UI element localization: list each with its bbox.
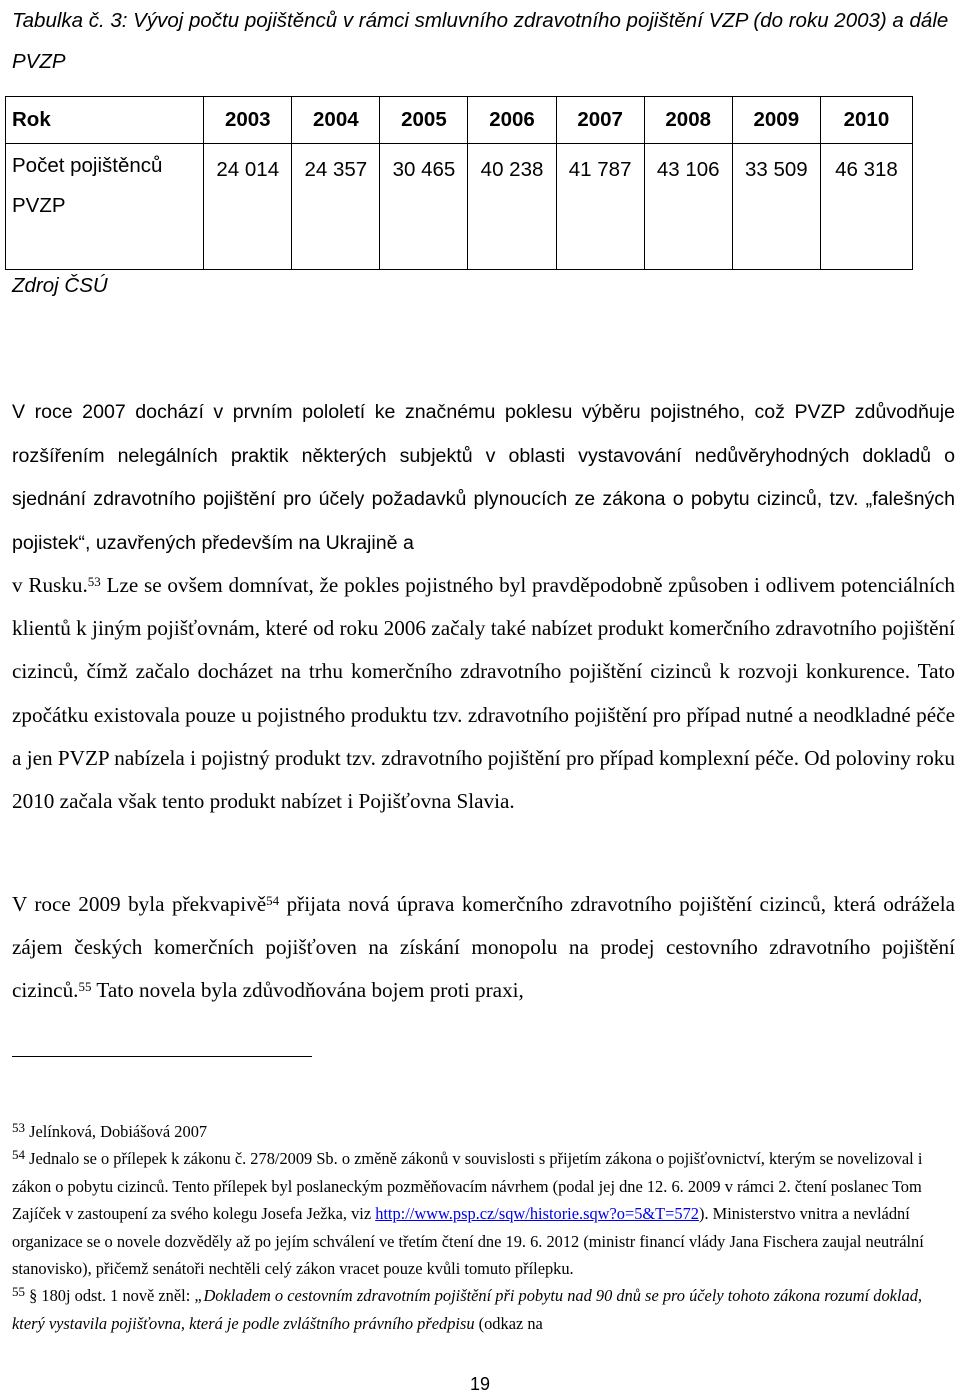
footnote-text: Jednalo se o přílepek k zákonu č. 278/2009 Sb. o změně zákonů v souvislosti s přijetím zákona o pojišťovnictví, kterým se novelizoval i zákon o pobytu cizinců. Tento přílepek byl poslaneckým pozměňovacím návrhem (podal jej dne 12. 6. 2009 v rámci 2. čtení poslanec Tom Zajíček v zastoupení za svého kolegu Josefa Ježka, viz (12, 1149, 923, 1224)
footnote-ref-54[interactable]: 54 (266, 893, 280, 908)
row-label-line1: Počet pojištěnců (12, 154, 163, 177)
insured-count-table (5, 96, 913, 270)
header-label: Rok (6, 97, 204, 144)
table-caption: Tabulka č. 3: Vývoj počtu pojištěnců v rámci smluvního zdravotního pojištění VZP (do roku 2003) a dále PVZP (12, 9, 949, 73)
value-cell: 24 357 (292, 144, 380, 270)
year-cell: 2008 (644, 97, 732, 144)
footnote-text: (odkaz na (474, 1313, 543, 1333)
paragraph-1-continuation (12, 564, 955, 823)
row-label-line2: PVZP (12, 194, 66, 217)
year-cell: 2004 (292, 97, 380, 144)
footnote-text: Jelínková, Dobiášová 2007 (25, 1122, 208, 1141)
value-cell: 33 509 (732, 144, 820, 270)
paragraph-2 (12, 883, 955, 1013)
page-number: 19 (469, 1374, 491, 1394)
paragraph-1-rest: Lze se ovšem domnívat, že pokles pojistného byl pravděpodobně způsoben i odlivem potenciálních klientů k jiným pojišťovnám, které od roku 2006 začaly také nabízet produkt komerčního zdravotního pojištění cizinců, čímž začalo docházet na trhu komerčního zdravotního pojištění cizinců k rozvoji konkurence. Tato zpočátku existovala pouze u pojistného produktu tzv. zdravotního pojištění pro případ nutné a neodkladné péče a jen PVZP nabízela i pojistný produkt tzv. zdravotního pojištění pro případ komplexní péče. Od poloviny roku 2010 začala však tento produkt nabízet i Pojišťovna Slavia. (12, 573, 955, 814)
table-value-row (6, 144, 913, 270)
paragraph-2-part3: Tato novela byla zdůvodňována bojem proti praxi, (91, 978, 524, 1003)
year-cell: 2006 (468, 97, 556, 144)
value-cell: 30 465 (380, 144, 468, 270)
footnote-number: 55 (12, 1284, 25, 1300)
year-cell: 2007 (556, 97, 644, 144)
footnotes (12, 1118, 942, 1337)
paragraph-2-part2: přijata nová úprava komerčního zdravotního pojištění cizinců, která odrážela zájem českých komerčních pojišťoven na získání monopolu na prodej cestovního zdravotního pojištění cizinců. (12, 892, 955, 1003)
year-cell: 2009 (732, 97, 820, 144)
table-header-row (6, 97, 913, 144)
footnote-quote: „Dokladem o cestovním zdravotním pojištění při pobytu nad 90 dnů se pro účely tohoto zákona rozumí doklad, který vystavila pojišťovna, která je podle zvláštního právního předpisu (12, 1286, 922, 1333)
footnote-55 (12, 1282, 942, 1337)
footnote-number: 54 (12, 1147, 25, 1163)
footnote-ref-55[interactable]: 55 (78, 979, 92, 995)
value-cell: 24 014 (204, 144, 292, 270)
psp-history-link[interactable]: http://www.psp.cz/sqw/historie.sqw?o=5&T=572 (375, 1204, 699, 1224)
value-cell: 40 238 (468, 144, 556, 270)
footnote-text: ). Ministerstvo vnitra a nevládní organizace se o novele dozvěděly až po jejím schválení ve třetím čtení dne 19. 6. 2012 (ministr financí vlády Jana Fischera zaujal neutrální stanovisko), přičemž senátoři nechtěli celý zákon vracet pouze kvůli tomuto přílepku. (12, 1204, 924, 1279)
year-cell: 2003 (204, 97, 292, 144)
value-cell: 43 106 (644, 144, 732, 270)
paragraph-2-part1: V roce 2009 byla překvapivě (12, 892, 267, 916)
footnote-number: 53 (12, 1120, 25, 1135)
paragraph-1-start: V roce 2007 dochází v prvním pololetí ke značnému poklesu výběru pojistného, což PVZP zdůvodňuje rozšířením nelegálních praktik některých subjektů v oblasti vystavování nedůvěryhodných dokladů o sjednání zdravotního pojištění pro účely požadavků plynoucích ze zákona o pobytu cizinců, tzv. „falešných pojistek“, uzavřených především na Ukrajině a (12, 401, 955, 554)
footnote-separator (12, 1056, 312, 1057)
value-cell: 41 787 (556, 144, 644, 270)
year-cell: 2010 (820, 97, 912, 144)
table-source: Zdroj ČSÚ (12, 274, 108, 297)
year-cell: 2005 (380, 97, 468, 144)
footnote-ref-53[interactable]: 53 (87, 574, 101, 589)
footnote-text: § 180j odst. 1 nově zněl: (25, 1286, 195, 1306)
footnote-53 (12, 1118, 942, 1145)
footnote-54 (12, 1145, 942, 1282)
row-label (6, 144, 204, 270)
value-cell: 46 318 (820, 144, 912, 270)
paragraph-1-lead: v Rusku. (12, 573, 88, 597)
